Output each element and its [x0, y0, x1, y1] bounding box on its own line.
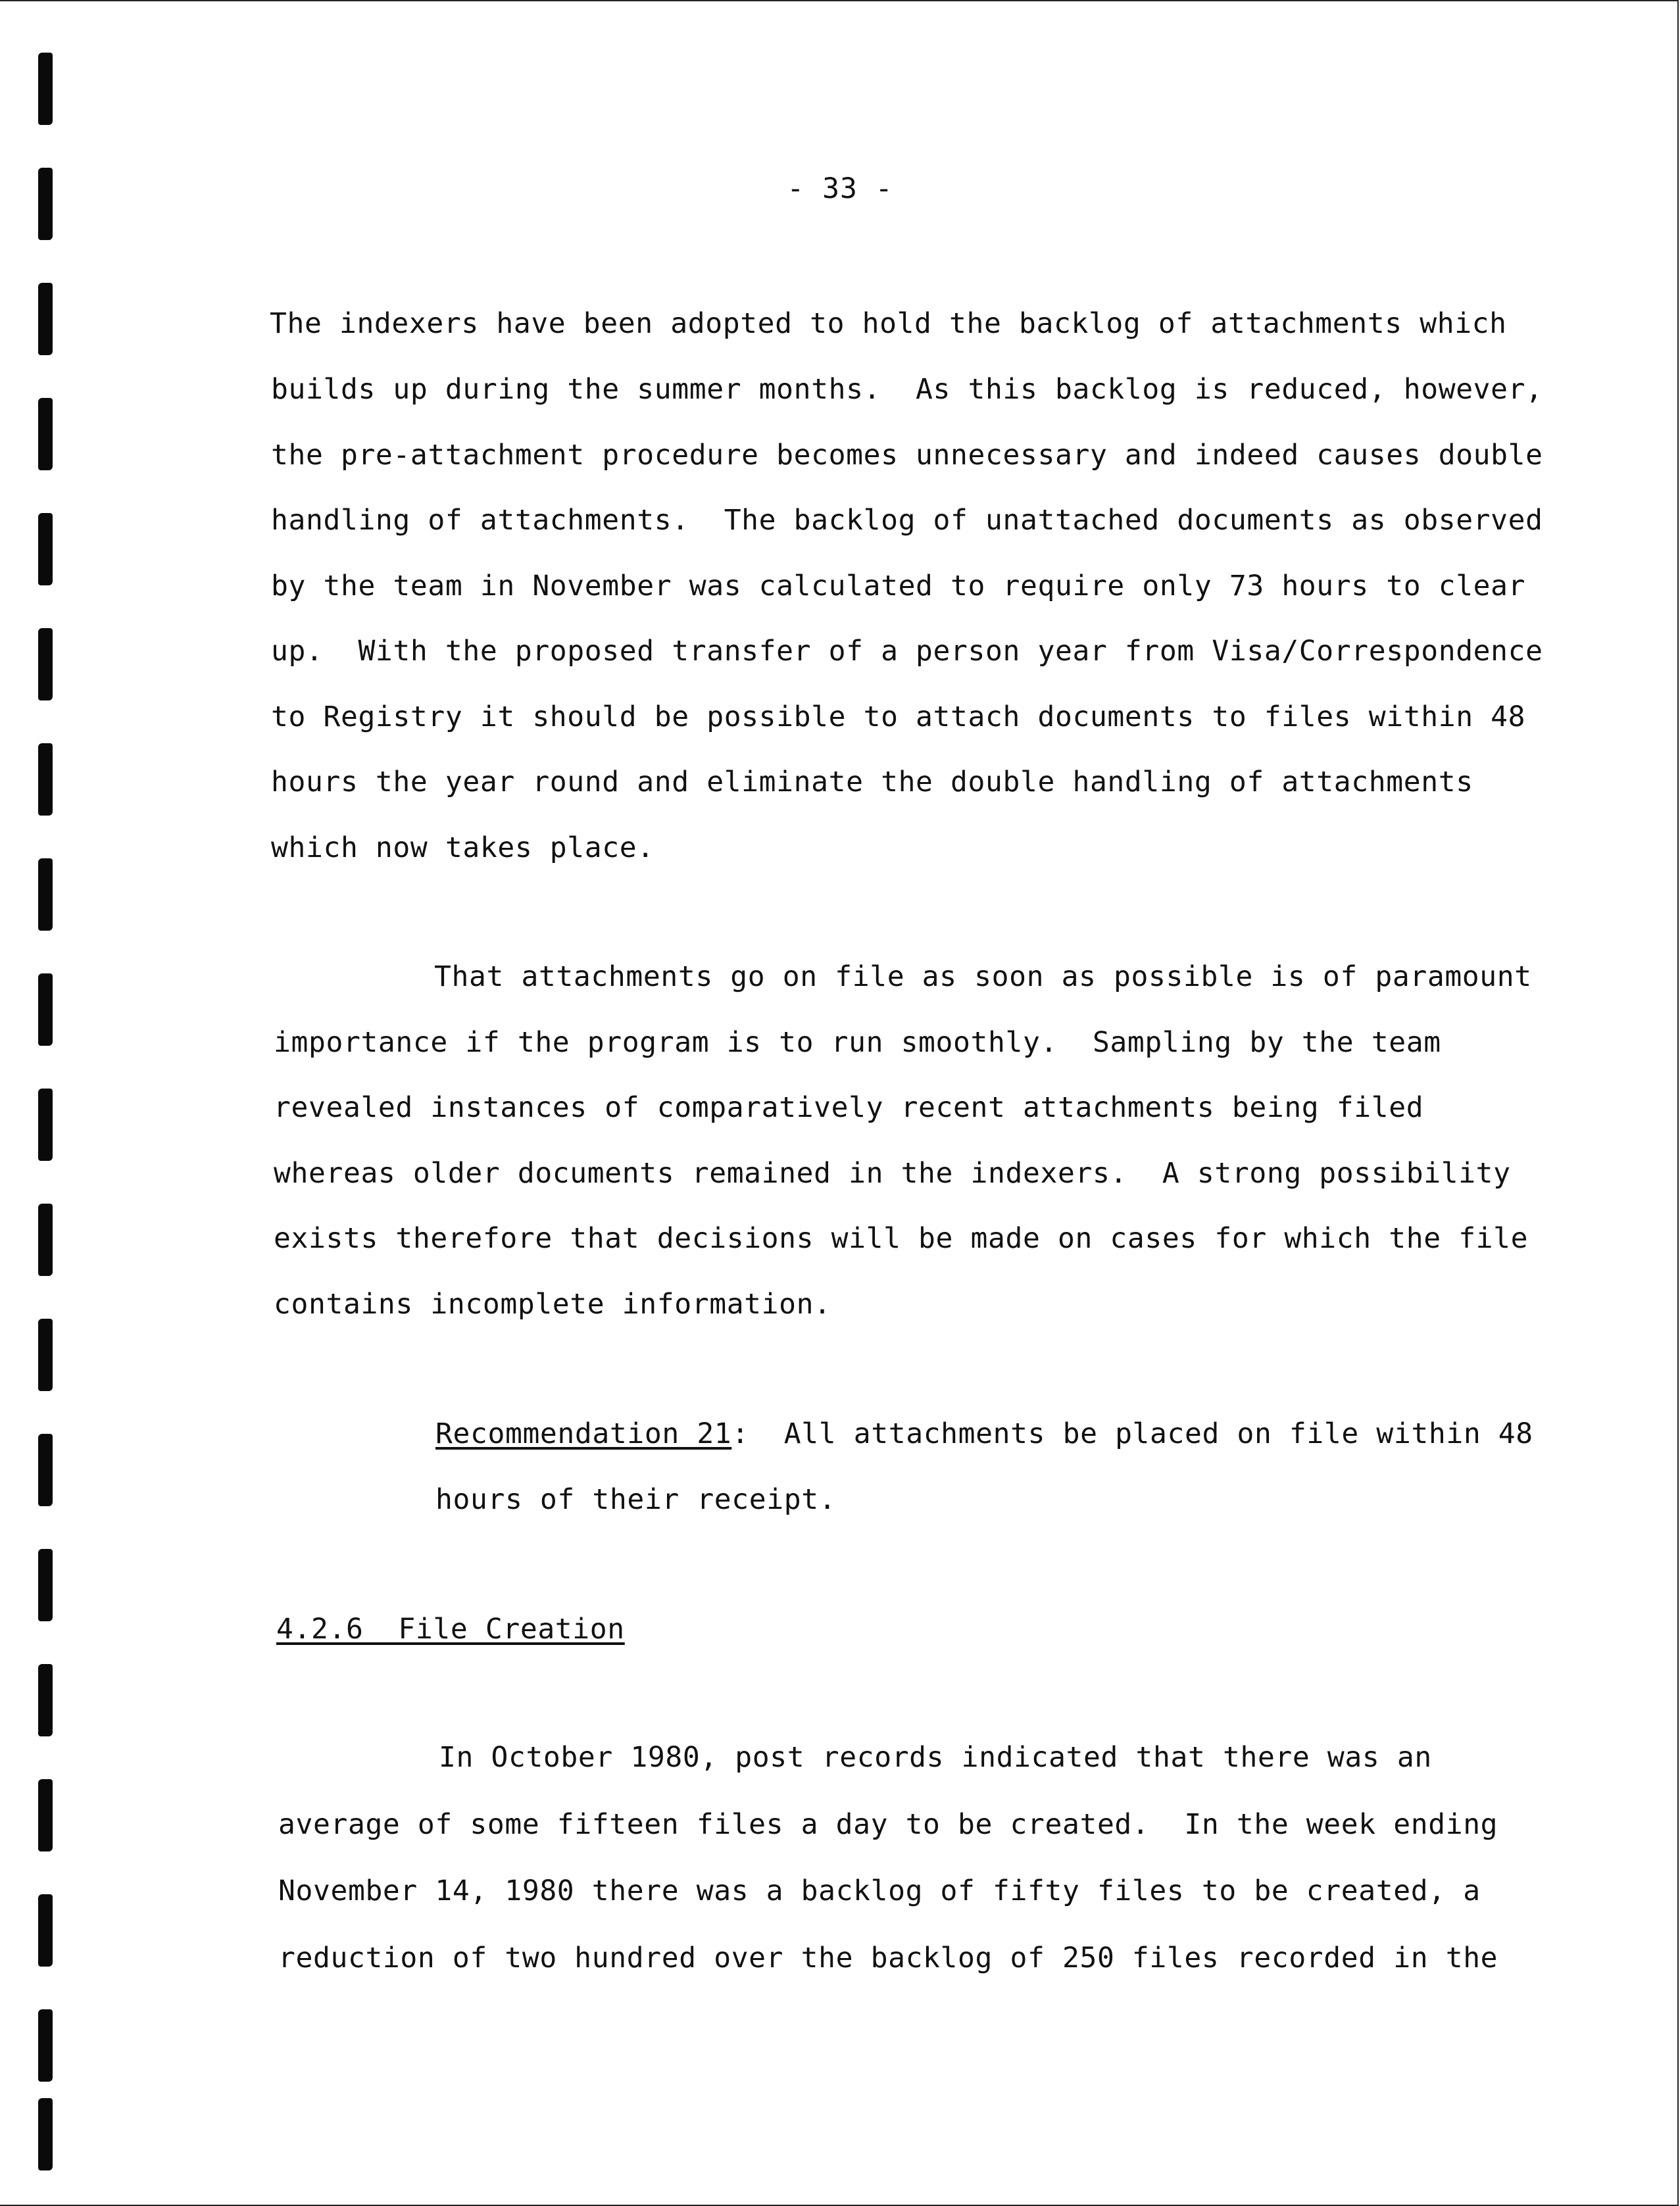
paragraph-line: hours the year round and eliminate the double handling of attachments: [271, 766, 1473, 798]
binding-hole: [38, 53, 53, 125]
recommendation-text: All attachments be placed on file within 48: [749, 1417, 1533, 1450]
binding-hole: [38, 2009, 53, 2082]
binding-hole: [38, 1664, 53, 1736]
paragraph-line: to Registry it should be possible to attach documents to files within 48: [271, 700, 1526, 733]
paragraph-line: builds up during the summer months. As this backlog is reduced, however,: [271, 373, 1543, 406]
paragraph-line: whereas older documents remained in the indexers. A strong possibility: [274, 1157, 1511, 1190]
page-number: - 33 -: [787, 172, 893, 205]
paragraph-line: handling of attachments. The backlog of unattached documents as observed: [271, 504, 1543, 537]
paragraph-line: average of some fifteen files a day to be created. In the week ending: [278, 1808, 1498, 1841]
binding-hole: [38, 973, 53, 1046]
recommendation-label: Recommendation 21: [435, 1417, 732, 1450]
binding-hole: [38, 1319, 53, 1391]
binding-hole: [38, 858, 53, 931]
paragraph-line: which now takes place.: [271, 831, 655, 864]
binding-hole: [38, 2098, 53, 2170]
binding-hole: [38, 1089, 53, 1161]
section-heading: 4.2.6 File Creation: [276, 1613, 625, 1646]
paragraph-line: revealed instances of comparatively recent attachments being filed: [274, 1091, 1424, 1124]
binding-hole: [38, 398, 53, 470]
paragraph-line: In October 1980, post records indicated that there was an: [439, 1741, 1432, 1774]
paragraph-line: reduction of two hundred over the backlog of 250 files recorded in the: [278, 1942, 1498, 1974]
binding-hole: [38, 1779, 53, 1851]
paragraph-line: exists therefore that decisions will be made on cases for which the file: [274, 1222, 1529, 1255]
binding-hole: [38, 1204, 53, 1276]
binding-holes: [26, 39, 66, 2170]
recommendation-separator: :: [731, 1417, 749, 1450]
binding-hole: [38, 628, 53, 700]
binding-hole: [38, 283, 53, 355]
binding-hole: [38, 513, 53, 585]
binding-hole: [38, 1434, 53, 1506]
recommendation-line: hours of their receipt.: [435, 1483, 837, 1516]
paragraph-line: by the team in November was calculated to require only 73 hours to clear: [271, 570, 1526, 602]
paragraph-line: The indexers have been adopted to hold the backlog of attachments which: [270, 307, 1507, 340]
recommendation-line: [435, 1417, 1533, 1450]
paragraph-line: importance if the program is to run smoothly. Sampling by the team: [274, 1026, 1441, 1059]
binding-hole: [38, 1894, 53, 1967]
paragraph-line: November 14, 1980 there was a backlog of fifty files to be created, a: [278, 1875, 1481, 1907]
paragraph-line: That attachments go on file as soon as possible is of paramount: [434, 960, 1532, 993]
paragraph-line: up. With the proposed transfer of a person year from Visa/Correspondence: [271, 635, 1543, 668]
binding-hole: [38, 743, 53, 816]
paragraph-line: contains incomplete information.: [274, 1288, 831, 1321]
binding-hole: [38, 1549, 53, 1621]
paragraph-line: the pre-attachment procedure becomes unnecessary and indeed causes double: [271, 439, 1543, 472]
